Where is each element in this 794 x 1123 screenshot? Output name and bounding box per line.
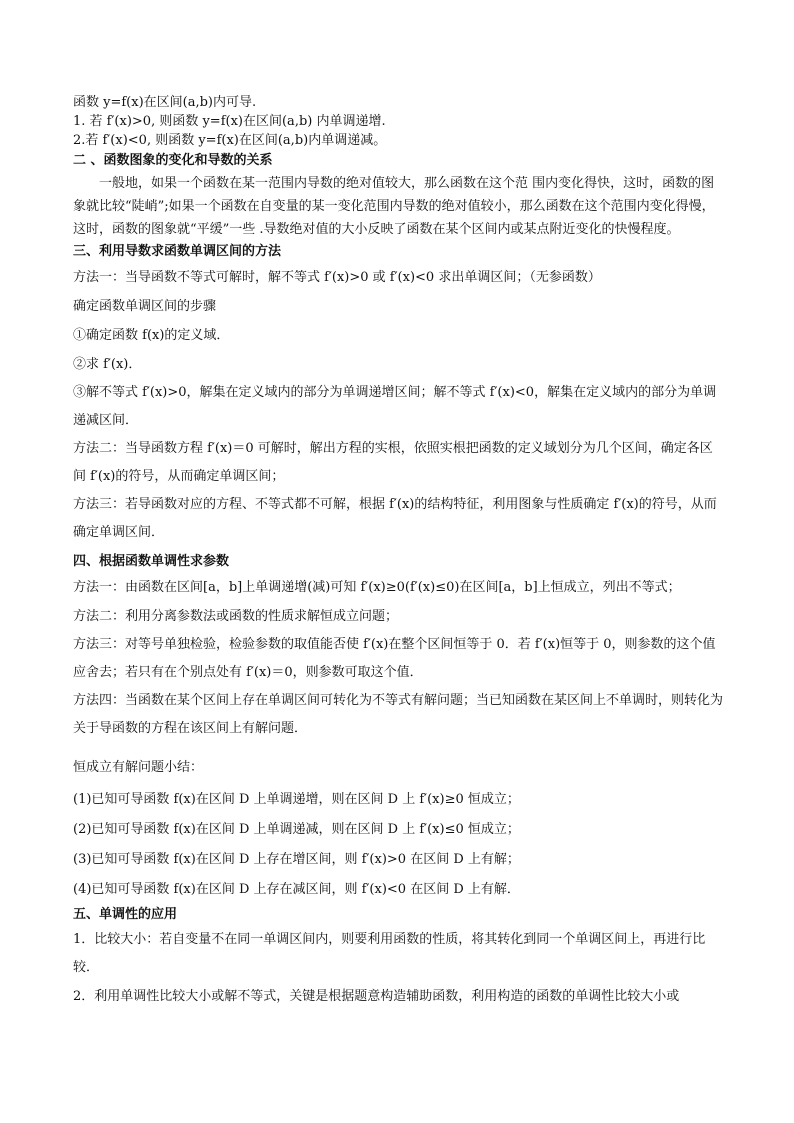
text-line: 1. 若 f′(x)>0, 则函数 y=f(x)在区间(a,b) 内单调递增.: [73, 114, 386, 129]
text-line: 函数 y=f(x)在区间(a,b)内可导.: [73, 95, 257, 110]
text-line: 确定函数单调区间的步骤: [73, 299, 217, 314]
text-line: 方法二：利用分离参数法或函数的性质求解恒成立问题；: [73, 609, 399, 624]
text-line: (3)已知可导函数 f(x)在区间 D 上存在增区间，则 f′(x)>0 在区间 D 上有解；: [73, 852, 520, 867]
paragraph: 方法三：对等号单独检验，检验参数的取值能否使 f′(x)在整个区间恒等于 0．若 f′(x)恒等于 0，则参数的这个值应舍去；若只有在个别点处有 f′(x)＝0，则参数可取这个值．: [73, 637, 716, 680]
text-line: 恒成立有解问题小结：: [73, 760, 204, 775]
text-line: 2.若 f′(x)<0, 则函数 y=f(x)在区间(a,b)内单调递减。: [73, 133, 387, 148]
text-line: (1)已知可导函数 f(x)在区间 D 上单调递增，则在区间 D 上 f′(x)≥0 恒成立；: [73, 792, 520, 807]
section-heading: 五、单调性的应用: [73, 907, 178, 922]
paragraph: ③解不等式 f′(x)>0，解集在定义域内的部分为单调递增区间；解不等式 f′(x)<0，解集在定义域内的部分为单调递减区间．: [73, 385, 717, 428]
text-line: (2)已知可导函数 f(x)在区间 D 上单调递减，则在区间 D 上 f′(x)≤0 恒成立；: [73, 822, 520, 837]
text-line: ①确定函数 f(x)的定义域．: [73, 328, 230, 343]
paragraph: 方法三：若导函数对应的方程、不等式都不可解，根据 f′(x)的结构特征，利用图象与性质确定 f′(x)的符号，从而确定单调区间．: [73, 497, 717, 540]
text-line: 方法一：由函数在区间[a，b]上单调递增(减)可知 f′(x)≥0(f′(x)≤0)在区间[a，b]上恒成立，列出不等式；: [73, 580, 681, 595]
paragraph: 方法四：当函数在某个区间上存在单调区间可转化为不等式有解问题；当已知函数在某区间上不单调时，则转化为关于导函数的方程在该区间上有解问题．: [73, 693, 724, 736]
text-line: ②求 f′(x)．: [73, 357, 142, 372]
section-heading: 二 、函数图象的变化和导数的关系: [73, 153, 273, 168]
paragraph: 方法二：当导函数方程 f′(x)＝0 可解时，解出方程的实根，依照实根把函数的定义域划分为几个区间，确定各区间 f′(x)的符号，从而确定单调区间；: [73, 441, 713, 484]
text-line: 2．利用单调性比较大小或解不等式，关键是根据题意构造辅助函数，利用构造的函数的单调性比较大小或: [73, 989, 680, 1004]
paragraph: 一般地，如果一个函数在某一范围内导数的绝对值较大，那么函数在这个范 围内变化得快，这时，函数的图象就比较“陡峭”;如果一个函数在自变量的某一变化范围内导数的绝对值较小，那么函数在这个范围内变化得慢，这时，函数的图象就“平缓”一些 .导数绝对值的大小反映了函数在某个区间内或某点附近变化的快慢程度。: [73, 176, 715, 237]
section-heading: 四、根据函数单调性求参数: [73, 554, 230, 569]
page-content: [73, 93, 725, 1011]
paragraph: 1．比较大小：若自变量不在同一单调区间内，则要利用函数的性质，将其转化到同一个单调区间上，再进行比较．: [73, 932, 706, 975]
text-line: (4)已知可导函数 f(x)在区间 D 上存在减区间，则 f′(x)<0 在区间 D 上有解．: [73, 882, 520, 897]
text-line: 方法一：当导函数不等式可解时，解不等式 f′(x)>0 或 f′(x)<0 求出单调区间；（无参函数）: [73, 270, 601, 285]
section-heading: 三、利用导数求函数单调区间的方法: [73, 244, 282, 259]
